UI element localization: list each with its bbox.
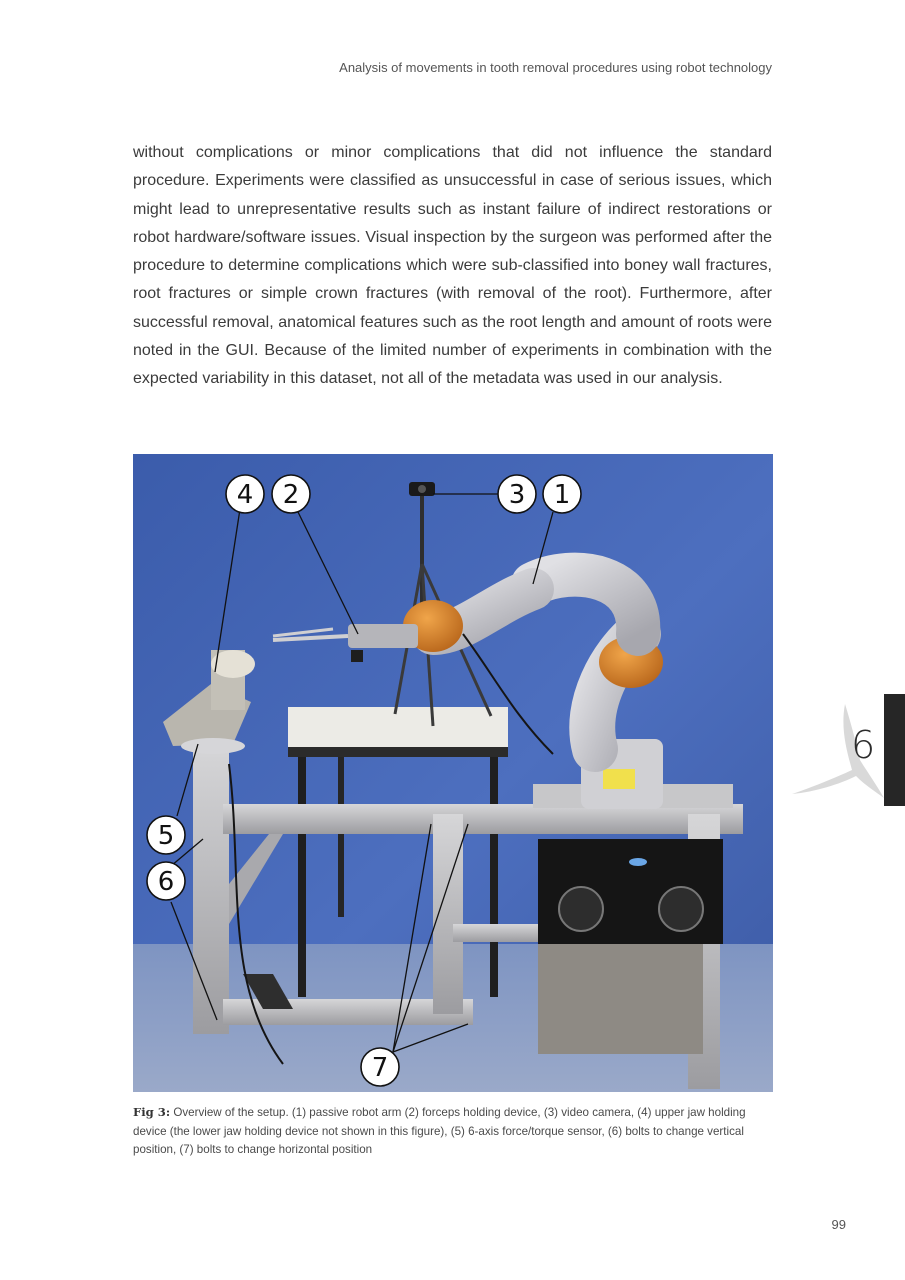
setup-photo <box>133 454 773 1092</box>
callout-4 <box>226 475 264 513</box>
figure-caption <box>133 1103 772 1160</box>
svg-text:5: 5 <box>157 821 175 851</box>
svg-text:6: 6 <box>157 867 175 897</box>
svg-text:4: 4 <box>236 480 254 510</box>
body-paragraph: without complications or minor complications that did not influence the standard procedure. Experiments were classified as unsuccessful in case of serious issues, which might lead to unrepresentative results such as instant failure of indirect restorations or robot hardware/software issues. Visual inspection by the surgeon was performed after the procedure to determine complications which were sub-classified into boney wall fractures, root fractures or simple crown fractures (with removal of the root). Furthermore, after successful removal, anatomical features such as the root length and amount of roots were noted in the GUI. Because of the limited number of experiments in combination with the expected variability in this dataset, not all of the metadata was used in our analysis. <box>133 144 772 388</box>
callout-5 <box>147 816 185 854</box>
callout-3 <box>498 475 536 513</box>
svg-text:1: 1 <box>553 480 571 510</box>
svg-text:3: 3 <box>508 480 526 510</box>
svg-text:2: 2 <box>282 480 300 510</box>
callout-2 <box>272 475 310 513</box>
caption-text: Overview of the setup. (1) passive robot arm (2) forceps holding device, (3) video camera, (4) upper jaw holding device (the lower jaw holding device not shown in this figure), (5) 6-axis force/torque sensor, (6) bolts to change vertical position, (7) bolts to change horizontal position <box>133 1106 746 1156</box>
callout-6 <box>147 862 185 900</box>
callout-1 <box>543 475 581 513</box>
running-header: Analysis of movements in tooth removal procedures using robot technology <box>339 60 772 75</box>
chapter-tab <box>884 694 905 806</box>
caption-label: Fig 3: <box>133 1105 171 1119</box>
svg-text:7: 7 <box>371 1053 389 1083</box>
chapter-number: 6 <box>851 723 876 767</box>
page-number: 99 <box>831 1217 846 1232</box>
callout-7 <box>361 1048 399 1086</box>
